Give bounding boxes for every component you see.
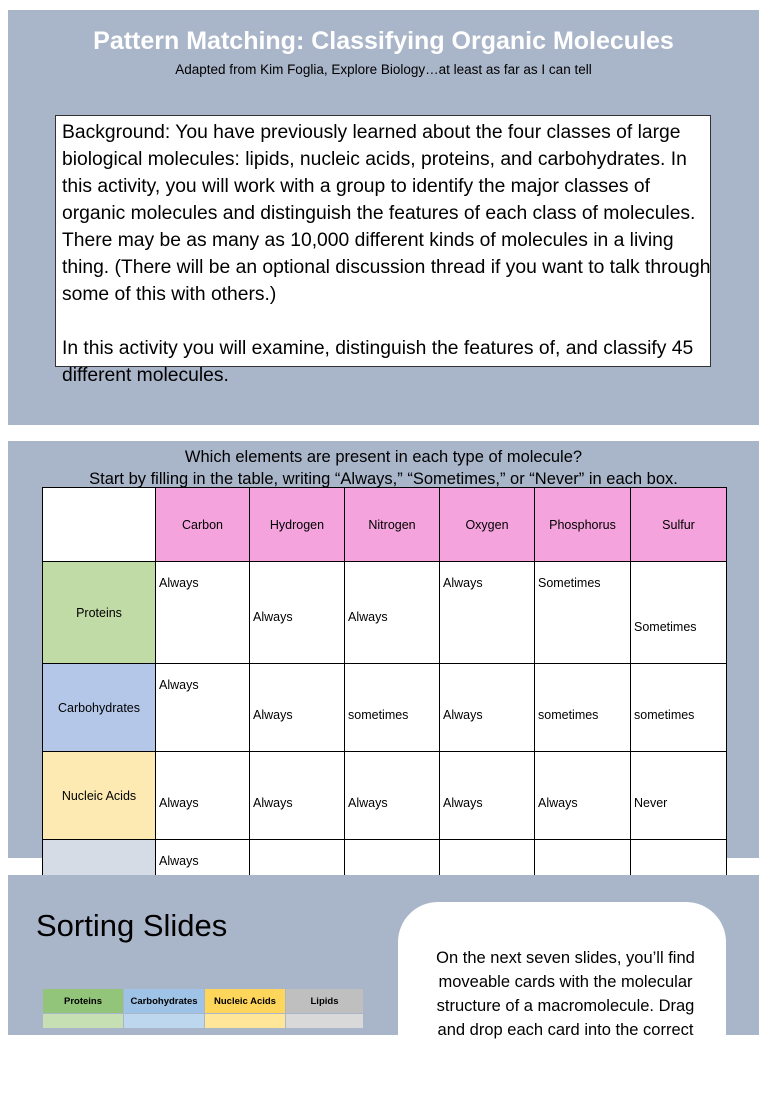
table-cell[interactable]: sometimes — [631, 664, 727, 752]
table-cell[interactable]: Always — [156, 562, 250, 664]
slide-sorting — [8, 875, 759, 1039]
column-header: Oxygen — [440, 488, 535, 562]
mini-header-nucleic-acids: Nucleic Acids — [205, 989, 286, 1014]
page-title: Pattern Matching: Classifying Organic Molecules — [93, 27, 674, 55]
table-instructions — [8, 446, 759, 490]
table-cell[interactable]: Always — [156, 664, 250, 752]
table-cell[interactable]: Always — [440, 752, 535, 840]
table-cell[interactable]: Always — [440, 664, 535, 752]
mini-cell — [205, 1014, 286, 1029]
mini-header-proteins: Proteins — [43, 989, 124, 1014]
column-header: Phosphorus — [535, 488, 631, 562]
table-row — [43, 562, 727, 664]
elements-table — [42, 487, 727, 928]
callout-text: On the next seven slides, you’ll find moveable cards with the molecular structure of a macromolecule. Drag and drop each card into the correct — [436, 949, 695, 1039]
table-cell[interactable]: Always — [250, 562, 345, 664]
column-header: Nitrogen — [345, 488, 440, 562]
table-cell[interactable]: Always — [345, 562, 440, 664]
column-header: Hydrogen — [250, 488, 345, 562]
row-header-nucleic-acids: Nucleic Acids — [43, 752, 156, 840]
table-cell[interactable]: Sometimes — [535, 562, 631, 664]
table-cell[interactable]: Always — [156, 840, 250, 928]
sorting-slides-title: Sorting Slides — [36, 908, 228, 943]
mini-header-lipids: Lipids — [286, 989, 364, 1014]
question-line-1: Which elements are present in each type of molecule? — [184, 448, 583, 466]
table-cell[interactable]: Never — [631, 752, 727, 840]
mini-cell — [124, 1014, 205, 1029]
table-cell[interactable]: sometimes — [345, 664, 440, 752]
mini-header-row — [43, 989, 364, 1014]
mini-category-table — [42, 988, 364, 1029]
table-cell[interactable]: sometimes — [535, 664, 631, 752]
mini-cell — [286, 1014, 364, 1029]
instruction-callout — [398, 902, 726, 1102]
mini-header-carbohydrates: Carbohydrates — [124, 989, 205, 1014]
table-row — [43, 664, 727, 752]
slide-elements-table — [8, 441, 759, 868]
table-cell[interactable]: Always — [156, 752, 250, 840]
row-header-proteins: Proteins — [43, 562, 156, 664]
table-cell[interactable]: Sometimes — [631, 562, 727, 664]
slide-intro — [8, 10, 759, 425]
table-row — [43, 752, 727, 840]
mini-body-row — [43, 1014, 364, 1029]
table-cell[interactable]: Always — [345, 752, 440, 840]
table-cell[interactable]: Always — [440, 562, 535, 664]
question-line-2: Start by filling in the table, writing “Always,” “Sometimes,” or “Never” in each box. — [89, 470, 678, 488]
table-cell[interactable]: Always — [250, 664, 345, 752]
table-cell[interactable]: Always — [250, 752, 345, 840]
background-paragraph-2: In this activity you will examine, distinguish the features of, and classify 45 different molecules. — [62, 338, 694, 386]
column-header: Sulfur — [631, 488, 727, 562]
mini-cell — [43, 1014, 124, 1029]
table-cell[interactable]: Always — [535, 752, 631, 840]
page-subtitle: Adapted from Kim Foglia, Explore Biology…at least as far as I can tell — [175, 62, 592, 77]
table-corner-cell — [43, 488, 156, 562]
column-header: Carbon — [156, 488, 250, 562]
row-header-carbohydrates: Carbohydrates — [43, 664, 156, 752]
background-paragraph-1: Background: You have previously learned about the four classes of large biological molecules: lipids, nucleic acids, proteins, and carbohydrates. In this activity, you will work with a group to identify the major classes of organic molecules and distinguish the features of each class of molecules. There may be as many as 10,000 different kinds of molecules in a living thing. (There will be an optional discussion thread if you want to talk through some of this with others.) — [62, 122, 711, 305]
background-text — [62, 119, 712, 389]
table-header-row — [43, 488, 727, 562]
